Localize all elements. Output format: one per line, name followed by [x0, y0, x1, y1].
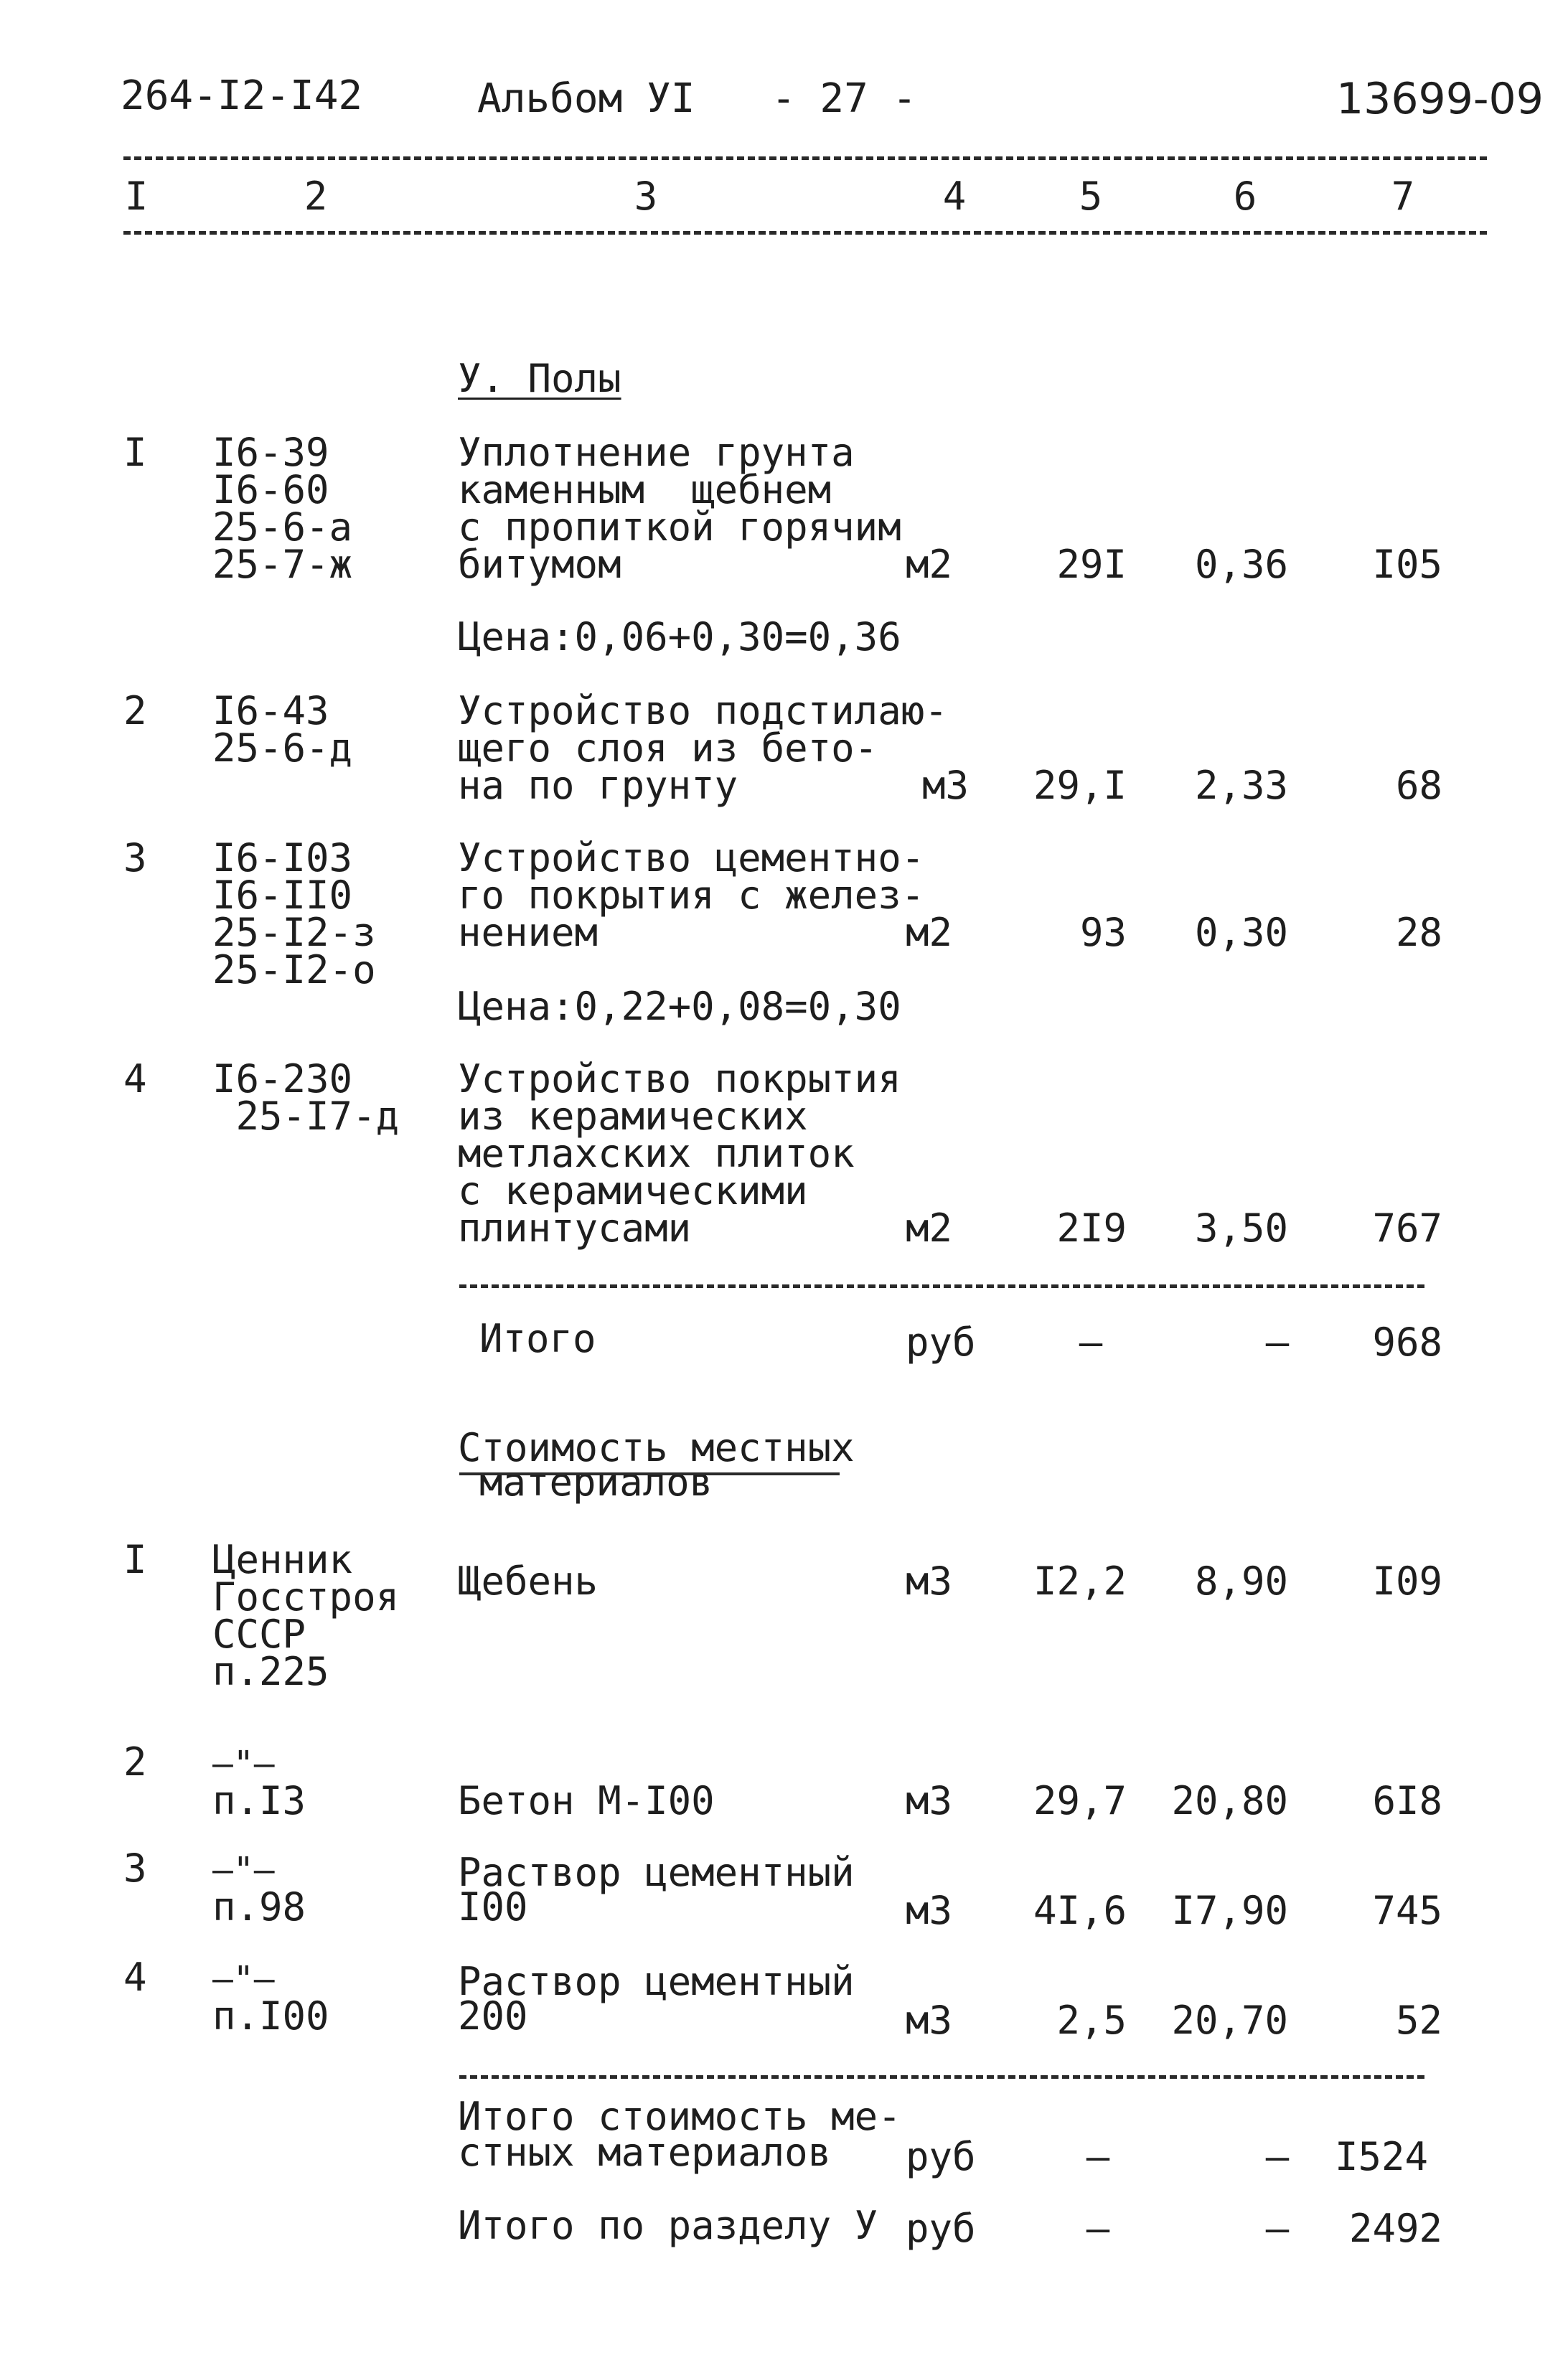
materials-subtotal-rule [459, 2075, 1424, 2079]
materials-title-line2: материалов [479, 1460, 713, 1505]
page-number: - 27 - [771, 75, 917, 122]
unit: м3 [922, 763, 970, 808]
quantity: 2,5 [1056, 1998, 1127, 2043]
column-header-3: 3 [634, 174, 658, 219]
quantity: – [1079, 1320, 1103, 1365]
quantity: 29,7 [1033, 1778, 1127, 1823]
norm-code: I6-43 [212, 688, 329, 733]
subtotal-label: Итого стоимость ме- [458, 2094, 901, 2139]
material-name: 200 [458, 1993, 528, 2039]
ditto-mark: –"– [212, 1744, 275, 1784]
unit-price: 3,50 [1194, 1206, 1288, 1251]
column-header-7: 7 [1391, 174, 1415, 219]
price-note: Цена:0,22+0,08=0,30 [458, 984, 901, 1029]
handwritten-inventory-number: 13699-09 [1336, 74, 1544, 124]
quantity: 29I [1056, 542, 1127, 587]
row-number: I [123, 430, 147, 475]
unit-price: 20,80 [1171, 1778, 1288, 1823]
unit-price: – [1265, 2134, 1290, 2179]
section-total-label: Итого по разделу У [458, 2203, 878, 2248]
work-description: Устройство покрытия [458, 1056, 901, 1101]
row-number: 2 [123, 688, 147, 733]
price-source: п.I3 [212, 1778, 306, 1823]
total: 6I8 [1372, 1778, 1442, 1823]
total: 767 [1372, 1206, 1442, 1251]
norm-code: 25-I7-д [212, 1094, 400, 1139]
unit: руб [906, 2206, 976, 2251]
unit-price: 2,33 [1194, 763, 1288, 808]
unit-price: 8,90 [1194, 1559, 1288, 1604]
total: 52 [1395, 1998, 1442, 2043]
quantity: 2I9 [1056, 1206, 1127, 1251]
row-number: 2 [123, 1739, 147, 1785]
norm-code: I6-60 [212, 467, 329, 512]
ditto-mark: –"– [212, 1850, 275, 1890]
unit-price: 0,36 [1194, 542, 1288, 587]
column-header-5: 5 [1079, 174, 1103, 219]
work-description: каменным щебнем [458, 467, 832, 512]
row-number: 4 [123, 1955, 147, 2000]
work-description: с керамическими [458, 1168, 808, 1213]
unit: руб [906, 1320, 976, 1365]
header-rule-bottom [123, 231, 1487, 235]
total: I09 [1372, 1559, 1442, 1604]
document-code: 264-I2-I42 [121, 72, 363, 119]
materials-title-line1: Стоимость местных [458, 1425, 855, 1470]
work-description: с пропиткой горячим [458, 504, 901, 550]
quantity: – [1086, 2206, 1110, 2251]
total: I05 [1372, 542, 1442, 587]
subtotal-rule [459, 1284, 1424, 1288]
price-source: п.225 [212, 1649, 329, 1694]
material-name: Раствор цементный [458, 1850, 855, 1895]
price-source: Госстроя [212, 1574, 400, 1620]
price-source: Ценник [212, 1537, 353, 1582]
work-description: плинтусами [458, 1206, 692, 1251]
quantity: I2,2 [1033, 1559, 1127, 1604]
unit-price: – [1265, 1320, 1290, 1365]
material-name: I00 [458, 1884, 528, 1930]
row-number: I [123, 1537, 147, 1582]
norm-code: I6-I03 [212, 835, 353, 880]
price-source: СССР [212, 1612, 306, 1657]
price-source: п.98 [212, 1884, 306, 1930]
norm-code: I6-39 [212, 430, 329, 475]
work-description: Уплотнение грунта [458, 430, 855, 475]
column-header-4: 4 [942, 174, 967, 219]
work-description: на по грунту [458, 763, 738, 808]
work-description: Устройство цементно- [458, 835, 925, 880]
price-source: п.I00 [212, 1993, 329, 2039]
unit: м2 [906, 1206, 953, 1251]
column-header-2: 2 [304, 174, 328, 219]
unit-price: 20,70 [1171, 1998, 1288, 2043]
work-description: щего слоя из бето- [458, 725, 878, 771]
material-name: Щебень [458, 1559, 598, 1604]
unit: м3 [906, 1778, 953, 1823]
ditto-mark: –"– [212, 1959, 275, 1999]
subtotal-label: стных материалов [458, 2130, 832, 2175]
total: 68 [1395, 763, 1442, 808]
norm-code: I6-230 [212, 1056, 353, 1101]
row-number: 4 [123, 1056, 147, 1101]
column-header-1: I [124, 174, 149, 219]
norm-code: 25-6-а [212, 504, 353, 550]
total: 28 [1395, 910, 1442, 955]
work-description: нением [458, 910, 598, 955]
material-name: Раствор цементный [458, 1959, 855, 2004]
quantity: 29,I [1033, 763, 1127, 808]
header-rule-top [123, 156, 1487, 160]
unit: м3 [906, 1559, 953, 1604]
norm-code: 25-6-д [212, 725, 353, 771]
unit: м2 [906, 542, 953, 587]
price-note: Цена:0,06+0,30=0,36 [458, 614, 901, 659]
materials-title-underline [459, 1472, 840, 1475]
total: 2492 [1348, 2206, 1442, 2251]
unit-price: 0,30 [1194, 910, 1288, 955]
work-description: битумом [458, 542, 621, 587]
row-number: 3 [123, 1846, 147, 1891]
total: 968 [1372, 1320, 1442, 1365]
quantity: 93 [1079, 910, 1127, 955]
section-title: У. Полы [458, 356, 621, 401]
unit: м3 [906, 1888, 953, 1933]
quantity: – [1086, 2134, 1110, 2179]
work-description: из керамических [458, 1094, 808, 1139]
unit: м3 [906, 1998, 953, 2043]
unit: руб [906, 2134, 976, 2179]
norm-code: 25-7-ж [212, 542, 353, 587]
material-name: Бетон М-I00 [458, 1778, 715, 1823]
total: I524 [1334, 2134, 1428, 2179]
row-number: 3 [123, 835, 147, 880]
album-label: Альбом УI [477, 75, 695, 122]
norm-code: 25-I2-з [212, 910, 376, 955]
norm-code: I6-II0 [212, 873, 353, 918]
column-header-6: 6 [1233, 174, 1257, 219]
total: 745 [1372, 1888, 1442, 1933]
subtotal-label: Итого [479, 1316, 596, 1361]
unit-price: I7,90 [1171, 1888, 1288, 1933]
work-description: го покрытия с желез- [458, 873, 925, 918]
unit: м2 [906, 910, 953, 955]
quantity: 4I,6 [1033, 1888, 1127, 1933]
unit-price: – [1265, 2206, 1290, 2251]
norm-code: 25-I2-о [212, 947, 376, 992]
work-description: метлахских плиток [458, 1131, 855, 1176]
work-description: Устройство подстилаю- [458, 688, 948, 733]
